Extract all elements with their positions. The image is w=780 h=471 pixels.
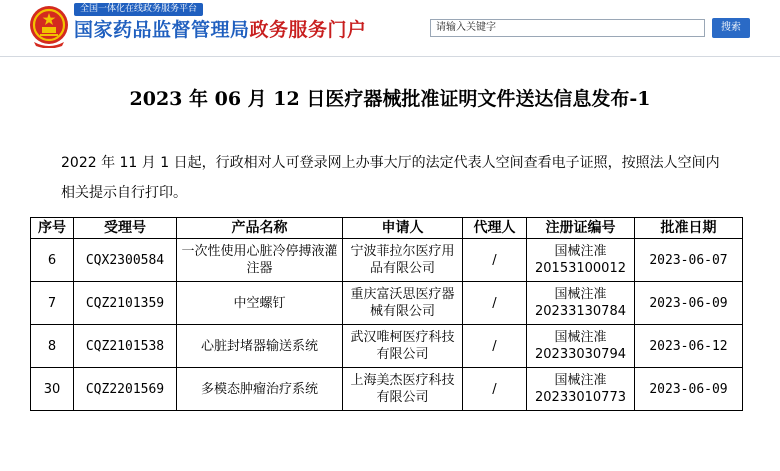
cell-applicant: 宁波菲拉尔医疗用品有限公司 xyxy=(343,239,463,282)
cell-agent: / xyxy=(463,239,527,282)
site-header xyxy=(0,0,780,58)
platform-tag: 全国一体化在线政务服务平台 xyxy=(74,3,203,16)
cell-registration-no: 国械注准20153100012 xyxy=(527,239,635,282)
cell-product-name: 中空螺钉 xyxy=(177,282,343,325)
cell-registration-no: 国械注准20233010773 xyxy=(527,368,635,411)
table-row xyxy=(31,325,743,368)
search-button[interactable]: 搜索 xyxy=(712,18,750,38)
cell-acceptance-no: CQZ2201569 xyxy=(74,368,177,411)
cell-approval-date: 2023-06-09 xyxy=(635,368,743,411)
search-input[interactable]: 请输入关键字 xyxy=(430,19,705,37)
notice-text: 2022 年 11 月 1 日起，行政相对人可登录网上办事大厅的法定代表人空间查看电子证照，按照法人空间内相关提示自行打印。 xyxy=(61,155,720,201)
table-row xyxy=(31,282,743,325)
header-acceptance-no: 受理号 xyxy=(74,218,177,239)
cell-approval-date: 2023-06-07 xyxy=(635,239,743,282)
header-agent: 代理人 xyxy=(463,218,527,239)
cell-agent: / xyxy=(463,368,527,411)
national-emblem-icon xyxy=(28,4,70,48)
cell-acceptance-no: CQZ2101538 xyxy=(74,325,177,368)
cell-index: 6 xyxy=(31,239,74,282)
cell-agent: / xyxy=(463,325,527,368)
cell-acceptance-no: CQZ2101359 xyxy=(74,282,177,325)
table-row xyxy=(31,239,743,282)
header-applicant: 申请人 xyxy=(343,218,463,239)
cell-registration-no: 国械注准20233130784 xyxy=(527,282,635,325)
table-header-row xyxy=(31,218,743,239)
org-name: 国家药品监督管理局 xyxy=(74,19,250,41)
header-approval-date: 批准日期 xyxy=(635,218,743,239)
cell-product-name: 一次性使用心脏冷停搏液灌注器 xyxy=(177,239,343,282)
header-registration-no: 注册证编号 xyxy=(527,218,635,239)
cell-agent: / xyxy=(463,282,527,325)
cell-approval-date: 2023-06-12 xyxy=(635,325,743,368)
header-divider xyxy=(0,56,780,57)
site-title[interactable] xyxy=(74,17,367,43)
cell-index: 8 xyxy=(31,325,74,368)
cell-index: 30 xyxy=(31,368,74,411)
cell-approval-date: 2023-06-09 xyxy=(635,282,743,325)
header-product-name: 产品名称 xyxy=(177,218,343,239)
service-name: 政务服务门户 xyxy=(249,19,367,41)
header-index: 序号 xyxy=(31,218,74,239)
cell-acceptance-no: CQX2300584 xyxy=(74,239,177,282)
cell-applicant: 武汉唯柯医疗科技有限公司 xyxy=(343,325,463,368)
cell-product-name: 心脏封堵器输送系统 xyxy=(177,325,343,368)
cell-product-name: 多模态肿瘤治疗系统 xyxy=(177,368,343,411)
article-title: 2023 年 06 月 12 日医疗器械批准证明文件送达信息发布-1 xyxy=(129,88,651,110)
approval-table xyxy=(30,217,743,411)
cell-index: 7 xyxy=(31,282,74,325)
cell-applicant: 上海美杰医疗科技有限公司 xyxy=(343,368,463,411)
table-row xyxy=(31,368,743,411)
cell-registration-no: 国械注准20233030794 xyxy=(527,325,635,368)
cell-applicant: 重庆富沃思医疗器械有限公司 xyxy=(343,282,463,325)
